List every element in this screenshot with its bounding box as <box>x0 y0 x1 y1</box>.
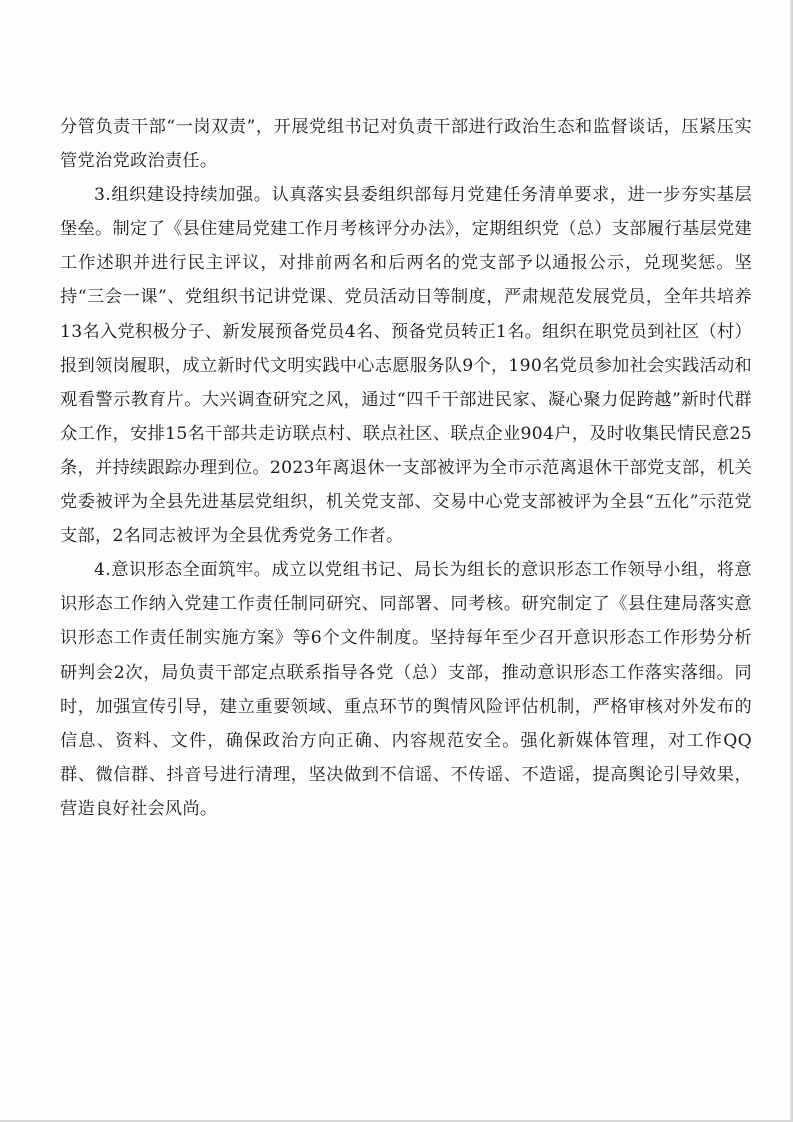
paragraph-organization-building: 3.组织建设持续加强。认真落实县委组织部每月党建任务清单要求，进一步夯实基层堡垒。制定了《县住建局党建工作月考核评分办法》，定期组织党（总）支部履行基层党建工作述职并进行民主评议，对排前两名和后两名的党支部予以通报公示，兑现奖惩。坚持“三会一课”、党组织书记讲党课、党员活动日等制度，严肃规范发展党员，全年共培养13名入党积极分子、新发展预备党员4名、预备党员转正1名。组织在职党员到社区（村）报到领岗履职，成立新时代文明实践中心志愿服务队9个，190名党员参加社会实践活动和观看警示教育片。大兴调查研究之风，通过“四千干部进民家、凝心聚力促跨越”新时代群众工作，安排15名干部共走访联点村、联点社区、联点企业904户，及时收集民情民意25条，并持续跟踪办理到位。2023年离退休一支部被评为全市示范离退休干部党支部，机关党委被评为全县先进基层党组织，机关党支部、交易中心党支部被评为全县“五化”示范党支部，2名同志被评为全县优秀党务工作者。 <box>60 185 752 547</box>
paragraph-continuation: 分管负责干部“一岗双责”，开展党组书记对负责干部进行政治生态和监督谈话，压紧压实管党治党政治责任。 <box>60 117 752 172</box>
paragraph-ideology: 4.意识形态全面筑牢。成立以党组书记、局长为组长的意识形态工作领导小组，将意识形态工作纳入党建工作责任制同研究、同部署、同考核。研究制定了《县住建局落实意识形态工作责任制实施方案》等6个文件制度。坚持每年至少召开意识形态工作形势分析研判会2次，局负责干部定点联系指导各党（总）支部，推动意识形态工作落实落细。同时，加强宣传引导，建立重要领域、重点环节的舆情风险评估机制，严格审核对外发布的信息、资料、文件，确保政治方向正确、内容规范安全。强化新媒体管理，对工作QQ群、微信群、抖音号进行清理，坚决做到不信谣、不传谣、不造谣，提高舆论引导效果，营造良好社会风尚。 <box>60 560 752 819</box>
document-body <box>60 110 752 826</box>
